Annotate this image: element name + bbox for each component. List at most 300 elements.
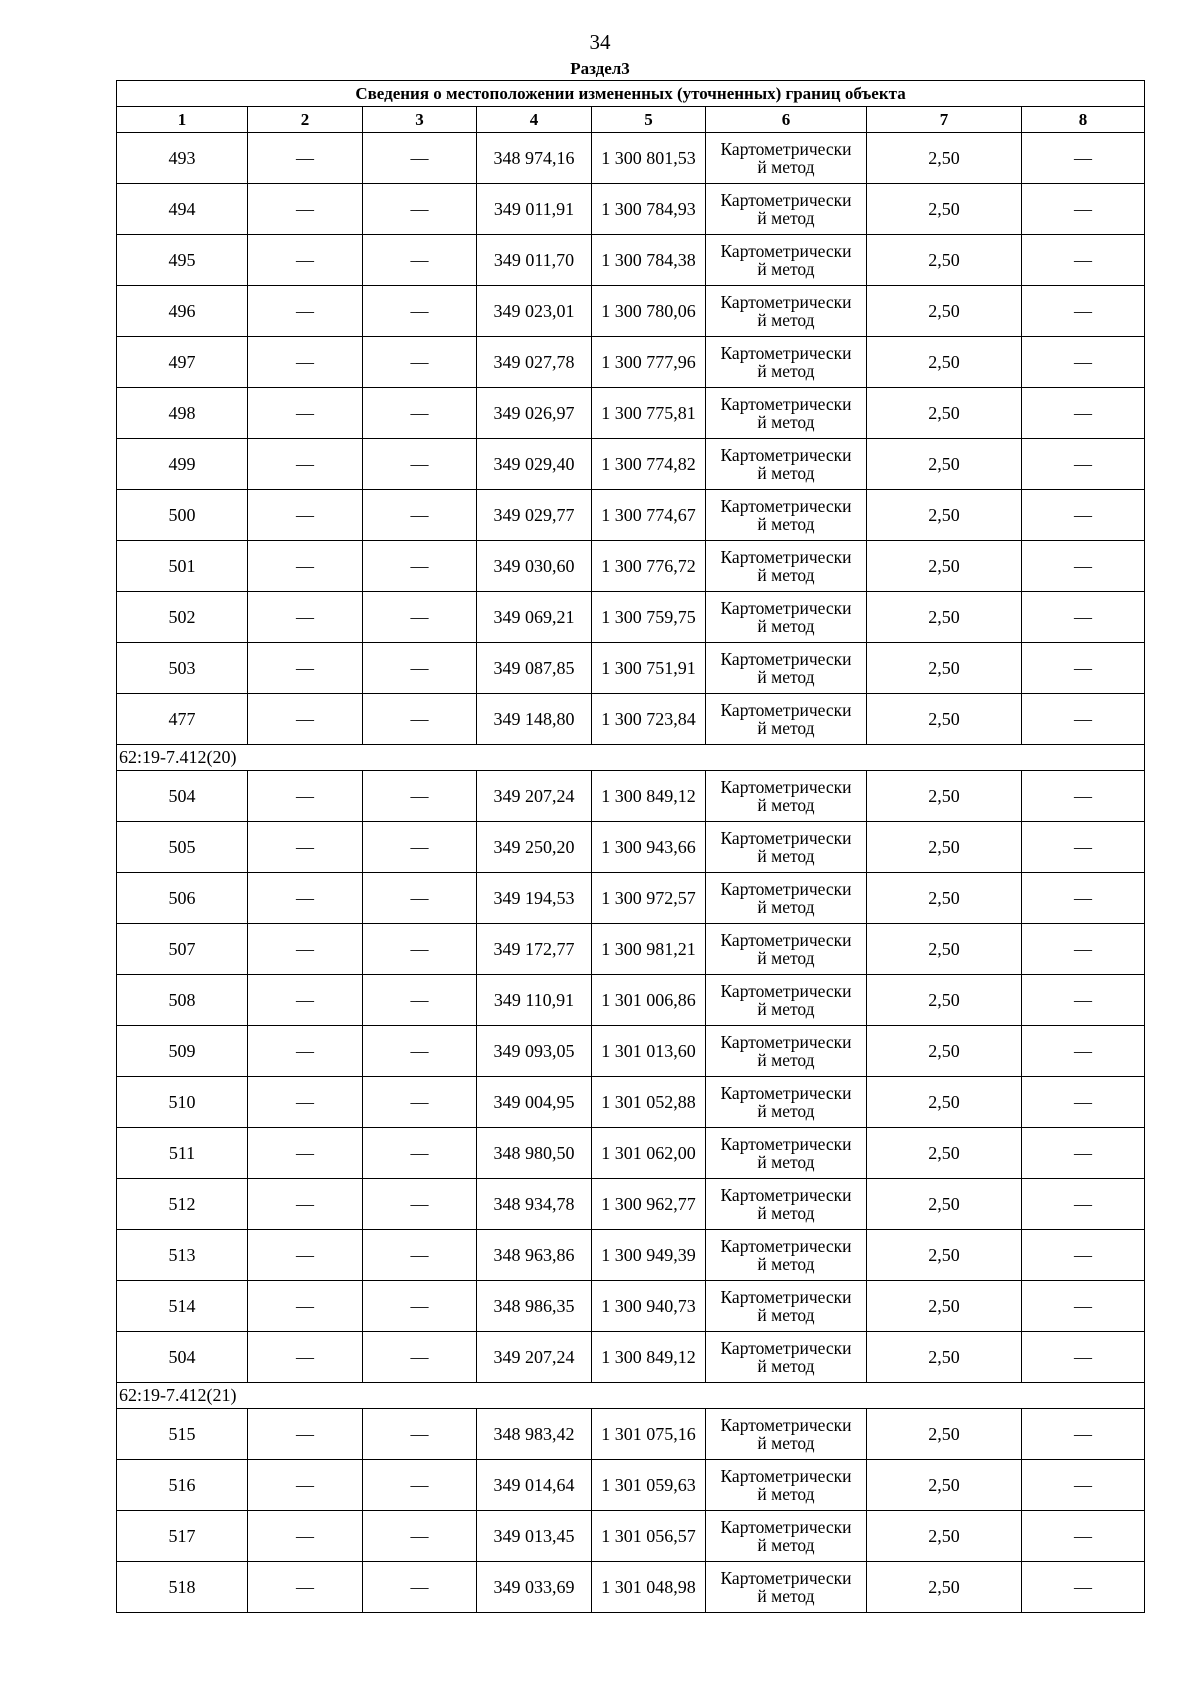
method-cell [706, 541, 867, 592]
point-number: 511 [117, 1128, 248, 1179]
coordinate-x: 349 250,20 [477, 822, 592, 873]
point-number: 500 [117, 490, 248, 541]
table-row [117, 643, 1145, 694]
method-line2: й метод [757, 846, 815, 866]
point-number: 503 [117, 643, 248, 694]
method-cell [706, 1128, 867, 1179]
accuracy: 2,50 [867, 1230, 1022, 1281]
cell-col2: — [248, 694, 363, 745]
point-number: 504 [117, 771, 248, 822]
method-line2: й метод [757, 1050, 815, 1070]
cell-col8: — [1022, 1409, 1145, 1460]
accuracy: 2,50 [867, 1562, 1022, 1613]
point-number: 518 [117, 1562, 248, 1613]
point-number: 512 [117, 1179, 248, 1230]
table-row [117, 388, 1145, 439]
coordinate-x: 348 983,42 [477, 1409, 592, 1460]
method-line2: й метод [757, 795, 815, 815]
method-line1: Картометрически [720, 929, 852, 950]
accuracy: 2,50 [867, 1077, 1022, 1128]
coordinate-y: 1 300 981,21 [592, 924, 706, 975]
coordinate-x: 349 194,53 [477, 873, 592, 924]
cell-col8: — [1022, 439, 1145, 490]
method-line1: Картометрически [720, 648, 852, 669]
cell-col2: — [248, 1077, 363, 1128]
table-row [117, 1281, 1145, 1332]
coordinate-y: 1 301 056,57 [592, 1511, 706, 1562]
cell-col3: — [363, 1562, 477, 1613]
coordinate-y: 1 301 013,60 [592, 1026, 706, 1077]
column-number: 6 [706, 107, 867, 133]
method-line1: Картометрически [720, 1082, 852, 1103]
cell-col3: — [363, 1409, 477, 1460]
method-line2: й метод [757, 514, 815, 534]
accuracy: 2,50 [867, 643, 1022, 694]
cell-col3: — [363, 490, 477, 541]
coordinate-x: 349 030,60 [477, 541, 592, 592]
method-line1: Картометрически [720, 393, 852, 414]
method-line2: й метод [757, 463, 815, 483]
point-number: 510 [117, 1077, 248, 1128]
method-line2: й метод [757, 412, 815, 432]
cell-col2: — [248, 1460, 363, 1511]
method-line2: й метод [757, 565, 815, 585]
method-cell [706, 286, 867, 337]
method-line1: Картометрически [720, 1516, 852, 1537]
column-number: 2 [248, 107, 363, 133]
cell-col3: — [363, 1077, 477, 1128]
method-line2: й метод [757, 667, 815, 687]
method-line1: Картометрически [720, 546, 852, 567]
cell-col2: — [248, 184, 363, 235]
method-line2: й метод [757, 948, 815, 968]
cell-col2: — [248, 286, 363, 337]
cell-col2: — [248, 1230, 363, 1281]
section-title: Раздел3 [570, 59, 630, 78]
table-row [117, 439, 1145, 490]
cell-col3: — [363, 184, 477, 235]
table-row [117, 592, 1145, 643]
method-cell [706, 388, 867, 439]
coordinate-y: 1 300 780,06 [592, 286, 706, 337]
table-row [117, 337, 1145, 388]
coordinate-y: 1 301 062,00 [592, 1128, 706, 1179]
method-cell [706, 235, 867, 286]
coordinate-y: 1 300 949,39 [592, 1230, 706, 1281]
accuracy: 2,50 [867, 592, 1022, 643]
coordinate-x: 349 029,40 [477, 439, 592, 490]
method-cell [706, 1409, 867, 1460]
method-line2: й метод [757, 1356, 815, 1376]
coordinate-x: 349 172,77 [477, 924, 592, 975]
cell-col3: — [363, 439, 477, 490]
cell-col8: — [1022, 286, 1145, 337]
cell-col3: — [363, 1281, 477, 1332]
coordinate-y: 1 300 784,93 [592, 184, 706, 235]
cell-col2: — [248, 490, 363, 541]
table-row [117, 873, 1145, 924]
method-line1: Картометрически [720, 827, 852, 848]
method-line1: Картометрически [720, 1184, 852, 1205]
column-number: 1 [117, 107, 248, 133]
cell-col3: — [363, 771, 477, 822]
method-line1: Картометрически [720, 291, 852, 312]
table-row [117, 822, 1145, 873]
accuracy: 2,50 [867, 1460, 1022, 1511]
coordinate-y: 1 300 775,81 [592, 388, 706, 439]
cell-col3: — [363, 1026, 477, 1077]
point-number: 516 [117, 1460, 248, 1511]
column-number: 3 [363, 107, 477, 133]
method-line2: й метод [757, 897, 815, 917]
cell-col2: — [248, 873, 363, 924]
cell-col2: — [248, 1332, 363, 1383]
cell-col8: — [1022, 924, 1145, 975]
accuracy: 2,50 [867, 490, 1022, 541]
method-cell [706, 1179, 867, 1230]
coordinate-x: 349 069,21 [477, 592, 592, 643]
method-cell [706, 822, 867, 873]
accuracy: 2,50 [867, 822, 1022, 873]
method-line2: й метод [757, 616, 815, 636]
method-line1: Картометрически [720, 138, 852, 159]
method-cell [706, 771, 867, 822]
coordinate-x: 348 986,35 [477, 1281, 592, 1332]
cell-col8: — [1022, 235, 1145, 286]
cell-col8: — [1022, 133, 1145, 184]
coordinate-x: 349 011,91 [477, 184, 592, 235]
method-cell [706, 184, 867, 235]
method-cell [706, 694, 867, 745]
cell-col2: — [248, 337, 363, 388]
method-cell [706, 1026, 867, 1077]
method-line1: Картометрически [720, 342, 852, 363]
coordinate-y: 1 300 972,57 [592, 873, 706, 924]
method-cell [706, 1460, 867, 1511]
coordinate-y: 1 301 006,86 [592, 975, 706, 1026]
point-number: 498 [117, 388, 248, 439]
column-number: 5 [592, 107, 706, 133]
coordinate-y: 1 300 777,96 [592, 337, 706, 388]
accuracy: 2,50 [867, 694, 1022, 745]
method-cell [706, 643, 867, 694]
point-number: 477 [117, 694, 248, 745]
coordinate-x: 349 029,77 [477, 490, 592, 541]
point-number: 513 [117, 1230, 248, 1281]
coordinate-x: 349 148,80 [477, 694, 592, 745]
method-line2: й метод [757, 1254, 815, 1274]
point-number: 505 [117, 822, 248, 873]
method-line2: й метод [757, 1535, 815, 1555]
point-number: 497 [117, 337, 248, 388]
cell-col8: — [1022, 1332, 1145, 1383]
point-number: 496 [117, 286, 248, 337]
cell-col8: — [1022, 975, 1145, 1026]
cell-col3: — [363, 235, 477, 286]
method-line1: Картометрически [720, 240, 852, 261]
coordinate-x: 349 011,70 [477, 235, 592, 286]
coordinate-x: 349 026,97 [477, 388, 592, 439]
table-row [117, 541, 1145, 592]
point-number: 515 [117, 1409, 248, 1460]
table-row [117, 1409, 1145, 1460]
method-line1: Картометрически [720, 776, 852, 797]
table-row [117, 924, 1145, 975]
table-row [117, 694, 1145, 745]
accuracy: 2,50 [867, 1026, 1022, 1077]
method-cell [706, 592, 867, 643]
method-cell [706, 1281, 867, 1332]
point-number: 499 [117, 439, 248, 490]
method-line1: Картометрически [720, 878, 852, 899]
table-row [117, 184, 1145, 235]
accuracy: 2,50 [867, 1128, 1022, 1179]
table-row [117, 1026, 1145, 1077]
method-line2: й метод [757, 1152, 815, 1172]
method-line2: й метод [757, 361, 815, 381]
point-number: 509 [117, 1026, 248, 1077]
method-line1: Картометрически [720, 699, 852, 720]
method-cell [706, 975, 867, 1026]
cell-col8: — [1022, 1179, 1145, 1230]
accuracy: 2,50 [867, 286, 1022, 337]
table-row [117, 133, 1145, 184]
cell-col8: — [1022, 1281, 1145, 1332]
coordinate-y: 1 300 751,91 [592, 643, 706, 694]
cell-col3: — [363, 1128, 477, 1179]
point-number: 517 [117, 1511, 248, 1562]
accuracy: 2,50 [867, 873, 1022, 924]
coordinate-x: 349 014,64 [477, 1460, 592, 1511]
cell-col2: — [248, 643, 363, 694]
coordinate-y: 1 300 940,73 [592, 1281, 706, 1332]
method-cell [706, 1332, 867, 1383]
coordinate-y: 1 300 774,67 [592, 490, 706, 541]
column-number: 8 [1022, 107, 1145, 133]
coordinate-y: 1 300 849,12 [592, 771, 706, 822]
cell-col8: — [1022, 1562, 1145, 1613]
accuracy: 2,50 [867, 133, 1022, 184]
group-header-row [117, 745, 1145, 771]
cell-col8: — [1022, 184, 1145, 235]
cell-col8: — [1022, 822, 1145, 873]
column-number: 7 [867, 107, 1022, 133]
cell-col8: — [1022, 592, 1145, 643]
method-line2: й метод [757, 157, 815, 177]
cell-col2: — [248, 133, 363, 184]
coordinate-y: 1 301 075,16 [592, 1409, 706, 1460]
cell-col8: — [1022, 541, 1145, 592]
coordinate-x: 349 023,01 [477, 286, 592, 337]
accuracy: 2,50 [867, 1332, 1022, 1383]
cell-col2: — [248, 592, 363, 643]
accuracy: 2,50 [867, 541, 1022, 592]
cell-col3: — [363, 286, 477, 337]
accuracy: 2,50 [867, 388, 1022, 439]
cell-col2: — [248, 541, 363, 592]
cell-col3: — [363, 337, 477, 388]
method-cell [706, 1562, 867, 1613]
method-line1: Картометрически [720, 1337, 852, 1358]
cell-col3: — [363, 1511, 477, 1562]
cell-col8: — [1022, 490, 1145, 541]
table-row [117, 490, 1145, 541]
cell-col3: — [363, 1230, 477, 1281]
method-line2: й метод [757, 1203, 815, 1223]
cell-col2: — [248, 235, 363, 286]
table-row [117, 1460, 1145, 1511]
accuracy: 2,50 [867, 771, 1022, 822]
cell-col3: — [363, 873, 477, 924]
table-row [117, 1128, 1145, 1179]
boundary-coordinates-table [116, 80, 1145, 1613]
accuracy: 2,50 [867, 1409, 1022, 1460]
point-number: 502 [117, 592, 248, 643]
point-number: 508 [117, 975, 248, 1026]
table-row [117, 286, 1145, 337]
method-line2: й метод [757, 1101, 815, 1121]
method-cell [706, 1230, 867, 1281]
coordinate-x: 349 033,69 [477, 1562, 592, 1613]
coordinate-y: 1 300 784,38 [592, 235, 706, 286]
method-line1: Картометрически [720, 1133, 852, 1154]
cell-col8: — [1022, 643, 1145, 694]
cell-col3: — [363, 643, 477, 694]
coordinate-x: 349 110,91 [477, 975, 592, 1026]
coordinate-y: 1 300 723,84 [592, 694, 706, 745]
cell-col8: — [1022, 873, 1145, 924]
cell-col3: — [363, 975, 477, 1026]
table-row [117, 1179, 1145, 1230]
method-cell [706, 873, 867, 924]
coordinate-y: 1 301 048,98 [592, 1562, 706, 1613]
method-cell [706, 439, 867, 490]
method-line1: Картометрически [720, 1465, 852, 1486]
method-line1: Картометрически [720, 1235, 852, 1256]
point-number: 506 [117, 873, 248, 924]
accuracy: 2,50 [867, 235, 1022, 286]
cell-col2: — [248, 771, 363, 822]
cell-col2: — [248, 1409, 363, 1460]
coordinate-y: 1 300 801,53 [592, 133, 706, 184]
cell-col8: — [1022, 1077, 1145, 1128]
accuracy: 2,50 [867, 924, 1022, 975]
method-cell [706, 924, 867, 975]
coordinate-y: 1 300 776,72 [592, 541, 706, 592]
accuracy: 2,50 [867, 184, 1022, 235]
cell-col2: — [248, 975, 363, 1026]
cell-col2: — [248, 1179, 363, 1230]
method-line1: Картометрически [720, 1286, 852, 1307]
coordinate-x: 349 004,95 [477, 1077, 592, 1128]
table-row [117, 1332, 1145, 1383]
method-line2: й метод [757, 208, 815, 228]
point-number: 501 [117, 541, 248, 592]
table-row [117, 1511, 1145, 1562]
table-row [117, 1230, 1145, 1281]
cell-col3: — [363, 924, 477, 975]
coordinate-y: 1 301 059,63 [592, 1460, 706, 1511]
method-cell [706, 337, 867, 388]
method-line2: й метод [757, 310, 815, 330]
method-line1: Картометрически [720, 495, 852, 516]
cell-col8: — [1022, 1511, 1145, 1562]
coordinate-x: 349 013,45 [477, 1511, 592, 1562]
cell-col3: — [363, 1179, 477, 1230]
point-number: 514 [117, 1281, 248, 1332]
coordinate-y: 1 301 052,88 [592, 1077, 706, 1128]
cell-col2: — [248, 822, 363, 873]
cell-col2: — [248, 1562, 363, 1613]
cell-col2: — [248, 1026, 363, 1077]
coordinate-x: 348 963,86 [477, 1230, 592, 1281]
cell-col8: — [1022, 337, 1145, 388]
column-number-row [117, 107, 1145, 133]
cell-col2: — [248, 1511, 363, 1562]
accuracy: 2,50 [867, 1179, 1022, 1230]
cell-col8: — [1022, 771, 1145, 822]
coordinate-y: 1 300 759,75 [592, 592, 706, 643]
method-line1: Картометрически [720, 1414, 852, 1435]
cell-col3: — [363, 1332, 477, 1383]
table-row [117, 1562, 1145, 1613]
cell-col8: — [1022, 1026, 1145, 1077]
point-number: 494 [117, 184, 248, 235]
cell-col2: — [248, 439, 363, 490]
method-cell [706, 1511, 867, 1562]
method-line2: й метод [757, 259, 815, 279]
method-cell [706, 1077, 867, 1128]
point-number: 507 [117, 924, 248, 975]
table-title: Сведения о местоположении измененных (уточненных) границ объекта [117, 81, 1145, 107]
coordinate-y: 1 300 943,66 [592, 822, 706, 873]
cell-col8: — [1022, 694, 1145, 745]
coordinate-x: 348 934,78 [477, 1179, 592, 1230]
group-header-row [117, 1383, 1145, 1409]
cell-col3: — [363, 133, 477, 184]
accuracy: 2,50 [867, 337, 1022, 388]
method-line2: й метод [757, 718, 815, 738]
method-line1: Картометрически [720, 1567, 852, 1588]
method-line1: Картометрически [720, 444, 852, 465]
method-line1: Картометрически [720, 597, 852, 618]
cell-col2: — [248, 924, 363, 975]
point-number: 495 [117, 235, 248, 286]
coordinate-x: 349 207,24 [477, 1332, 592, 1383]
point-number: 493 [117, 133, 248, 184]
coordinate-x: 349 027,78 [477, 337, 592, 388]
accuracy: 2,50 [867, 1511, 1022, 1562]
cell-col3: — [363, 694, 477, 745]
point-number: 504 [117, 1332, 248, 1383]
method-line2: й метод [757, 1586, 815, 1606]
cell-col3: — [363, 388, 477, 439]
method-line2: й метод [757, 1484, 815, 1504]
coordinate-x: 349 207,24 [477, 771, 592, 822]
coordinate-x: 348 980,50 [477, 1128, 592, 1179]
coordinate-y: 1 300 962,77 [592, 1179, 706, 1230]
coordinate-x: 349 087,85 [477, 643, 592, 694]
coordinate-x: 348 974,16 [477, 133, 592, 184]
cell-col8: — [1022, 1230, 1145, 1281]
coordinate-x: 349 093,05 [477, 1026, 592, 1077]
group-label: 62:19-7.412(20) [117, 745, 1145, 771]
cell-col2: — [248, 1128, 363, 1179]
cell-col3: — [363, 822, 477, 873]
table-row [117, 235, 1145, 286]
accuracy: 2,50 [867, 975, 1022, 1026]
group-label: 62:19-7.412(21) [117, 1383, 1145, 1409]
